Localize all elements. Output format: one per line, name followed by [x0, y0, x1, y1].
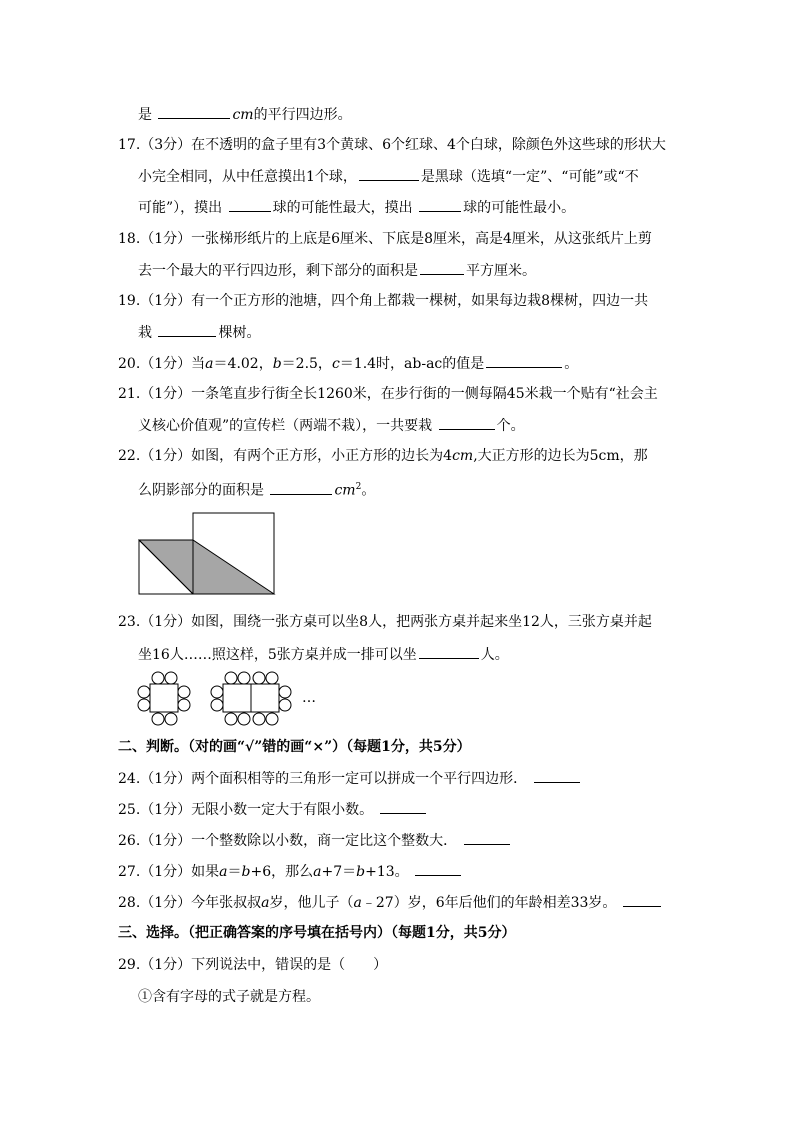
- q17-text-3b: 球的可能性最大，摸出: [272, 200, 413, 216]
- chair: [165, 713, 177, 725]
- q16-answer-blank[interactable]: [158, 104, 230, 119]
- table-1: [150, 684, 178, 712]
- q22-line1: [118, 446, 648, 466]
- q21-answer-blank[interactable]: [439, 415, 495, 430]
- q18-line2: [138, 260, 536, 281]
- q20-text-end: 。: [564, 356, 579, 372]
- q23-text: 坐16人……照这样，5张方桌并成一排可以坐: [138, 647, 417, 663]
- q20-val-b: ＝2.5，: [281, 356, 332, 372]
- q16-unit: cm: [232, 107, 254, 123]
- q23-ellipsis: …: [302, 690, 316, 706]
- q28-answer-blank[interactable]: [623, 892, 661, 907]
- q17-line3: [138, 197, 575, 218]
- q27-var: a: [219, 864, 228, 880]
- q17-line2: [138, 166, 639, 187]
- q20-val-c: ＝1.4时，ab-ac的值是: [339, 356, 485, 372]
- q25-line: [118, 799, 428, 820]
- q27-var: b: [241, 864, 251, 880]
- two-tables-group: [211, 672, 291, 725]
- chair: [225, 672, 237, 684]
- q17-line1: 17.（3分）在不透明的盒子里有3个黄球、6个红球、4个白球，除颜色外这些球的形状大: [118, 137, 666, 153]
- q17-answer-blank-1[interactable]: [359, 166, 419, 181]
- q18-text: 去一个最大的平行四边形，剩下部分的面积是: [138, 263, 418, 279]
- q27-text: 27.（1分）如果: [118, 864, 220, 880]
- table-2a: [223, 684, 251, 712]
- q17-answer-blank-2[interactable]: [229, 197, 271, 212]
- q19-line1: 19.（1分）有一个正方形的池塘，四个角上都栽一棵树，如果每边栽8棵树，四边一共: [118, 293, 649, 309]
- q20-var-b: b: [272, 356, 282, 372]
- q27-op: +6，那么: [250, 864, 314, 880]
- q27-op: ＝: [227, 864, 242, 880]
- q27-answer-blank[interactable]: [415, 861, 461, 876]
- q28-text-end: ﹣27）岁，6年后他们的年龄相差33岁。: [361, 895, 617, 911]
- q23-text-end: 人。: [480, 647, 509, 663]
- chair: [253, 713, 265, 725]
- q28-line: [118, 892, 663, 913]
- q20-line: [118, 353, 578, 374]
- q17-text-3c: 球的可能性最小。: [463, 200, 576, 216]
- shaded-region: [139, 540, 274, 594]
- q28-text: 28.（1分）今年张叔叔: [118, 895, 262, 911]
- chair: [211, 686, 223, 698]
- chair: [266, 713, 278, 725]
- q23-line2: [138, 644, 509, 665]
- chair: [266, 672, 278, 684]
- q22-text-end: ,大正方形的边长为5cm，那: [473, 448, 648, 464]
- q27-var: b: [356, 864, 366, 880]
- q22-text-2: 么阴影部分的面积是: [138, 482, 264, 499]
- q22-text: 22.（1分）如图，有两个正方形，小正方形的边长为4: [118, 448, 453, 464]
- q22-squares-figure: [138, 512, 278, 596]
- q29-line: 29.（1分）下列说法中，错误的是（ ）: [118, 957, 388, 973]
- q28-var: a: [353, 895, 362, 911]
- chair: [138, 686, 150, 698]
- chair: [165, 672, 177, 684]
- q21-text-end: 个。: [496, 418, 525, 434]
- q20-answer-blank[interactable]: [486, 353, 562, 368]
- q25-text: 25.（1分）无限小数一定大于有限小数。: [118, 802, 374, 818]
- q22-unit-exponent: 2: [355, 482, 362, 492]
- q26-line: [118, 830, 512, 851]
- q27-text-end: +13。: [365, 864, 409, 880]
- q21-line2: [138, 415, 525, 436]
- q25-answer-blank[interactable]: [380, 799, 426, 814]
- chair: [279, 686, 291, 698]
- chair: [238, 713, 250, 725]
- q29-option-1[interactable]: ①含有字母的式子就是方程。: [138, 989, 320, 1005]
- q16-text-end: 的平行四边形。: [253, 107, 352, 123]
- q21-line1: 21.（1分）一条笔直步行街全长1260米，在步行街的一侧每隔45米栽一个贴有“社会主: [118, 386, 658, 402]
- q18-answer-blank[interactable]: [420, 260, 464, 275]
- q24-answer-blank[interactable]: [534, 768, 580, 783]
- q21-text: 义核心价值观”的宣传栏（两端不栽），一共要栽: [138, 418, 433, 434]
- q17-text-end: 是黑球（选填“一定”、“可能”或“不: [420, 169, 639, 185]
- section-2-heading: 二、判断。（对的画“√”错的画“×”）（每题1分，共5分）: [118, 739, 471, 755]
- chair: [211, 699, 223, 711]
- q16-text: 是: [138, 107, 152, 123]
- chair: [138, 699, 150, 711]
- q22-answer-blank[interactable]: [270, 480, 332, 495]
- chair: [225, 713, 237, 725]
- one-table-group: [138, 672, 190, 725]
- q27-op: +7＝: [321, 864, 357, 880]
- q27-var: a: [313, 864, 322, 880]
- q20-val-a: ＝4.02，: [213, 356, 273, 372]
- q28-text-mid: 岁，他儿子（: [269, 895, 354, 911]
- q26-text: 26.（1分）一个整数除以小数，商一定比这个整数大．: [118, 833, 458, 849]
- q18-text-end: 平方厘米。: [466, 263, 536, 279]
- chair: [178, 699, 190, 711]
- q19-text: 栽: [138, 325, 152, 341]
- q16-continuation: [138, 104, 352, 125]
- q27-line: [118, 861, 463, 882]
- q24-line: [118, 768, 582, 789]
- q17-answer-blank-3[interactable]: [419, 197, 461, 212]
- q19-answer-blank[interactable]: [158, 322, 216, 337]
- q23-answer-blank[interactable]: [419, 644, 479, 659]
- q18-line1: 18.（1分）一张梯形纸片的上底是6厘米、下底是8厘米，高是4厘米，从这张纸片上剪: [118, 231, 652, 247]
- chair: [253, 672, 265, 684]
- chair: [178, 686, 190, 698]
- q20-text: 20.（1分）当: [118, 356, 206, 372]
- q22-line2: [138, 477, 375, 501]
- q20-var-c: c: [331, 356, 340, 372]
- chair: [279, 699, 291, 711]
- q22-text-end-2: 。: [361, 482, 376, 499]
- q19-line2: [138, 322, 260, 343]
- q17-text: 小完全相同，从中任意摸出1个球，: [138, 169, 357, 185]
- q22-answer-unit: cm: [334, 482, 356, 499]
- q23-line1: 23.（1分）如图，围绕一张方桌可以坐8人，把两张方桌并起来坐12人，三张方桌并起: [118, 614, 652, 630]
- chair: [238, 672, 250, 684]
- section-3-heading: 三、选择。（把正确答案的序号填在括号内）（每题1分，共5分）: [118, 925, 516, 941]
- q22-unit: cm: [452, 448, 474, 464]
- chair: [152, 713, 164, 725]
- chair: [152, 672, 164, 684]
- q28-var: a: [261, 895, 270, 911]
- q20-var-a: a: [205, 356, 214, 372]
- q24-text: 24.（1分）两个面积相等的三角形一定可以拼成一个平行四边形．: [118, 771, 528, 787]
- q26-answer-blank[interactable]: [464, 830, 510, 845]
- table-2b: [251, 684, 279, 712]
- q17-text-3a: 可能”），摸出: [138, 200, 223, 216]
- q19-text-end: 棵树。: [218, 325, 261, 341]
